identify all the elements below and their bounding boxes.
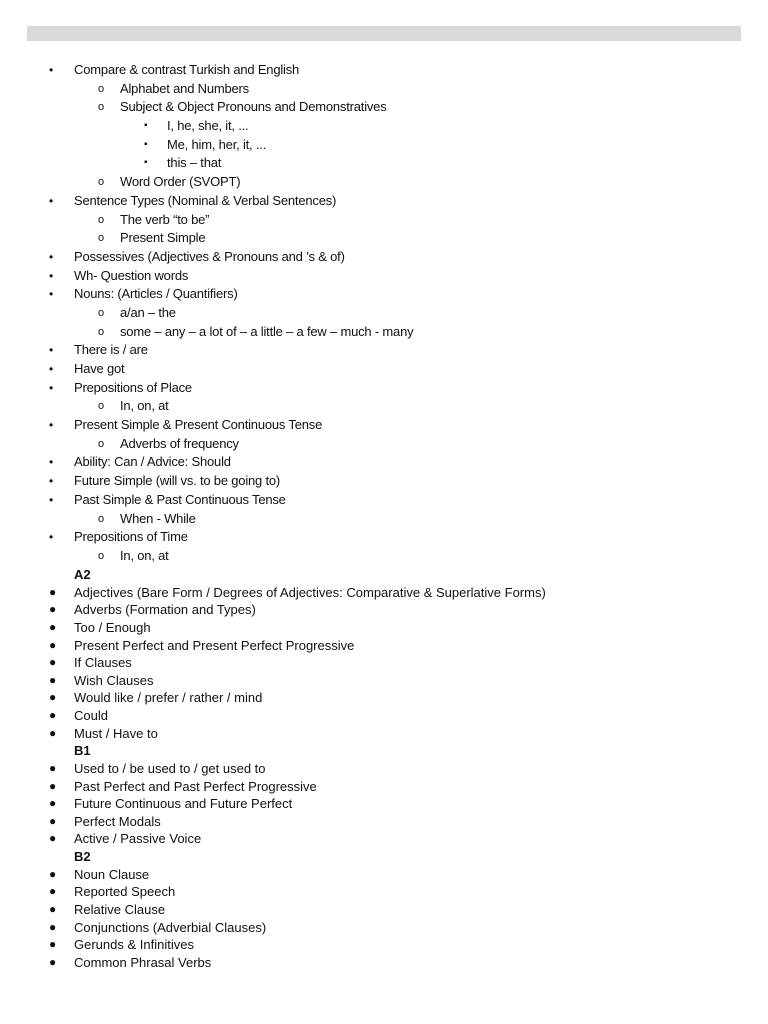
list-item-text: The verb “to be” (120, 211, 210, 227)
list-item-text: Future Continuous and Future Perfect (74, 796, 293, 812)
list-item-text: Future Simple (will vs. to be going to) (74, 473, 281, 489)
list-item-text: Past Perfect and Past Perfect Progressive (74, 778, 317, 794)
list-item (0, 360, 768, 379)
list-item-text: In, on, at (120, 547, 169, 563)
list-item-text: In, on, at (120, 398, 169, 414)
list-item-text: Prepositions of Place (74, 379, 192, 395)
list-item-text: Word Order (SVOPT) (120, 174, 241, 190)
list-item (0, 954, 768, 972)
list-item-text: Relative Clause (74, 901, 166, 917)
list-item (0, 689, 768, 707)
list-item-text: Noun Clause (74, 866, 150, 882)
list-item (0, 795, 768, 813)
circle-bullet-icon: o (98, 232, 104, 245)
list-item-text: Present Perfect and Present Perfect Progressive (74, 637, 355, 653)
list-item-text: Nouns: (Articles / Quantifiers) (74, 286, 238, 302)
list-item-text: Could (74, 708, 108, 723)
list-item (0, 248, 768, 267)
list-item-text: I, he, she, it, ... (167, 118, 249, 134)
circle-bullet-icon: o (98, 437, 104, 450)
list-item (0, 619, 768, 637)
list-item-text: Used to / be used to / get used to (74, 760, 266, 776)
list-item-text: Too / Enough (74, 619, 151, 635)
bullet-icon: ● (49, 690, 57, 705)
bullet-icon: ● (49, 796, 57, 811)
bullet-icon: • (49, 474, 54, 489)
list-item-text: Compare & contrast Turkish and English (74, 62, 300, 77)
heading-text: B1 (74, 743, 91, 759)
list-item-text: Prepositions of Time (74, 529, 188, 545)
list-item-text: Adverbs of frequency (120, 435, 239, 451)
list-item-text: Alphabet and Numbers (120, 80, 249, 96)
list-item (0, 936, 768, 954)
square-bullet-icon: ▪ (144, 138, 148, 150)
bullet-icon: ● (49, 655, 57, 670)
bullet-icon: ● (49, 884, 57, 899)
circle-bullet-icon: o (98, 512, 104, 525)
list-item (0, 760, 768, 778)
list-item-text: Reported Speech (74, 884, 176, 900)
list-item (0, 323, 768, 342)
bullet-icon: • (49, 268, 54, 283)
bullet-icon: ● (49, 725, 57, 740)
level-heading (0, 848, 768, 866)
bullet-icon: • (49, 455, 54, 470)
circle-bullet-icon: o (98, 82, 104, 95)
list-item-text: There is / are (74, 342, 148, 358)
list-item-text: Sentence Types (Nominal & Verbal Sentences) (74, 192, 337, 208)
bullet-icon: ● (49, 602, 57, 617)
bullet-icon: ● (49, 619, 57, 634)
bullet-icon: ● (49, 866, 57, 881)
list-item (0, 117, 768, 136)
list-item (0, 866, 768, 884)
list-item (0, 919, 768, 937)
list-item (0, 211, 768, 230)
heading-text: B2 (74, 849, 91, 864)
bullet-icon: ● (49, 901, 57, 916)
list-item (0, 304, 768, 323)
list-item (0, 80, 768, 99)
bullet-icon: • (49, 380, 54, 395)
circle-bullet-icon: o (98, 306, 104, 319)
list-item (0, 584, 768, 602)
list-item (0, 98, 768, 117)
circle-bullet-icon: o (98, 549, 104, 562)
list-item (0, 285, 768, 304)
bullet-icon: • (49, 287, 54, 302)
bullet-icon: ● (49, 954, 57, 969)
bullet-icon: ● (49, 831, 57, 846)
document-header-bar (27, 26, 741, 41)
bullet-icon: • (49, 343, 54, 358)
list-item-text: When - While (120, 510, 196, 526)
list-item-text: Ability: Can / Advice: Should (74, 454, 231, 470)
list-item-text: Possessives (Adjectives & Pronouns and ’s & of) (74, 248, 345, 264)
list-item (0, 397, 768, 416)
bullet-icon: ● (49, 813, 57, 828)
list-item-text: Adjectives (Bare Form / Degrees of Adjectives: Comparative & Superlative Forms) (74, 584, 546, 600)
list-item (0, 229, 768, 248)
list-item (0, 192, 768, 211)
list-item (0, 154, 768, 173)
list-item-text: Subject & Object Pronouns and Demonstratives (120, 99, 387, 115)
beginner-topic-list (0, 61, 768, 566)
bullet-icon: • (49, 193, 54, 208)
list-item-text: If Clauses (74, 655, 132, 671)
bullet-icon: ● (49, 919, 57, 934)
list-item (0, 453, 768, 472)
list-item (0, 341, 768, 360)
level-heading (0, 566, 768, 584)
list-item (0, 813, 768, 831)
list-item (0, 491, 768, 510)
bullet-icon: • (49, 63, 54, 77)
bullet-icon: ● (49, 778, 57, 793)
bullet-icon: ● (49, 708, 57, 722)
list-item (0, 416, 768, 435)
list-item (0, 637, 768, 655)
list-item (0, 136, 768, 155)
list-item-text: Must / Have to (74, 725, 158, 741)
square-bullet-icon: ▪ (144, 120, 148, 132)
list-item-text: Active / Passive Voice (74, 831, 202, 847)
list-item-text: Wish Clauses (74, 672, 154, 688)
circle-bullet-icon: o (98, 101, 104, 114)
list-item (0, 830, 768, 848)
bullet-icon: • (49, 362, 54, 376)
heading-text: A2 (74, 567, 91, 582)
list-item-text: Past Simple & Past Continuous Tense (74, 491, 286, 507)
bullet-icon: • (49, 530, 54, 545)
list-item-text: Present Simple (120, 230, 206, 246)
list-item-text: Common Phrasal Verbs (74, 954, 212, 970)
list-item (0, 435, 768, 454)
circle-bullet-icon: o (98, 325, 104, 338)
circle-bullet-icon: o (98, 213, 104, 226)
list-item-text: Me, him, her, it, ... (167, 136, 267, 152)
list-item (0, 672, 768, 690)
list-item (0, 472, 768, 491)
bullet-icon: ● (49, 760, 57, 775)
level-topic-list (0, 566, 768, 971)
list-item (0, 778, 768, 796)
list-item (0, 173, 768, 192)
list-item (0, 267, 768, 286)
bullet-icon: ● (49, 937, 57, 952)
bullet-icon: • (49, 492, 54, 507)
bullet-icon: ● (49, 584, 57, 599)
list-item-text: some – any – a lot of – a little – a few – much - many (120, 323, 414, 339)
list-item-text: Adverbs (Formation and Types) (74, 602, 256, 618)
circle-bullet-icon: o (98, 176, 104, 189)
list-item-text: a/an – the (120, 304, 176, 320)
list-item-text: Wh- Question words (74, 267, 189, 283)
list-item-text: Perfect Modals (74, 813, 161, 829)
bullet-icon: • (49, 249, 54, 264)
list-item (0, 901, 768, 919)
bullet-icon: ● (49, 672, 57, 687)
list-item-text: this – that (167, 155, 222, 171)
list-item-text: Would like / prefer / rather / mind (74, 690, 263, 706)
bullet-icon: • (49, 418, 54, 433)
list-item (0, 528, 768, 547)
square-bullet-icon: ▪ (144, 157, 148, 169)
list-item-text: Have got (74, 361, 125, 376)
list-item (0, 654, 768, 672)
list-item (0, 601, 768, 619)
level-heading (0, 742, 768, 760)
list-item (0, 510, 768, 529)
list-item-text: Present Simple & Present Continuous Tense (74, 417, 323, 433)
bullet-icon: ● (49, 637, 57, 652)
list-item (0, 61, 768, 80)
list-item (0, 883, 768, 901)
list-item-text: Conjunctions (Adverbial Clauses) (74, 919, 267, 935)
list-item (0, 379, 768, 398)
circle-bullet-icon: o (98, 400, 104, 413)
list-item (0, 547, 768, 566)
list-item (0, 707, 768, 725)
list-item (0, 725, 768, 743)
list-item-text: Gerunds & Infinitives (74, 937, 194, 953)
